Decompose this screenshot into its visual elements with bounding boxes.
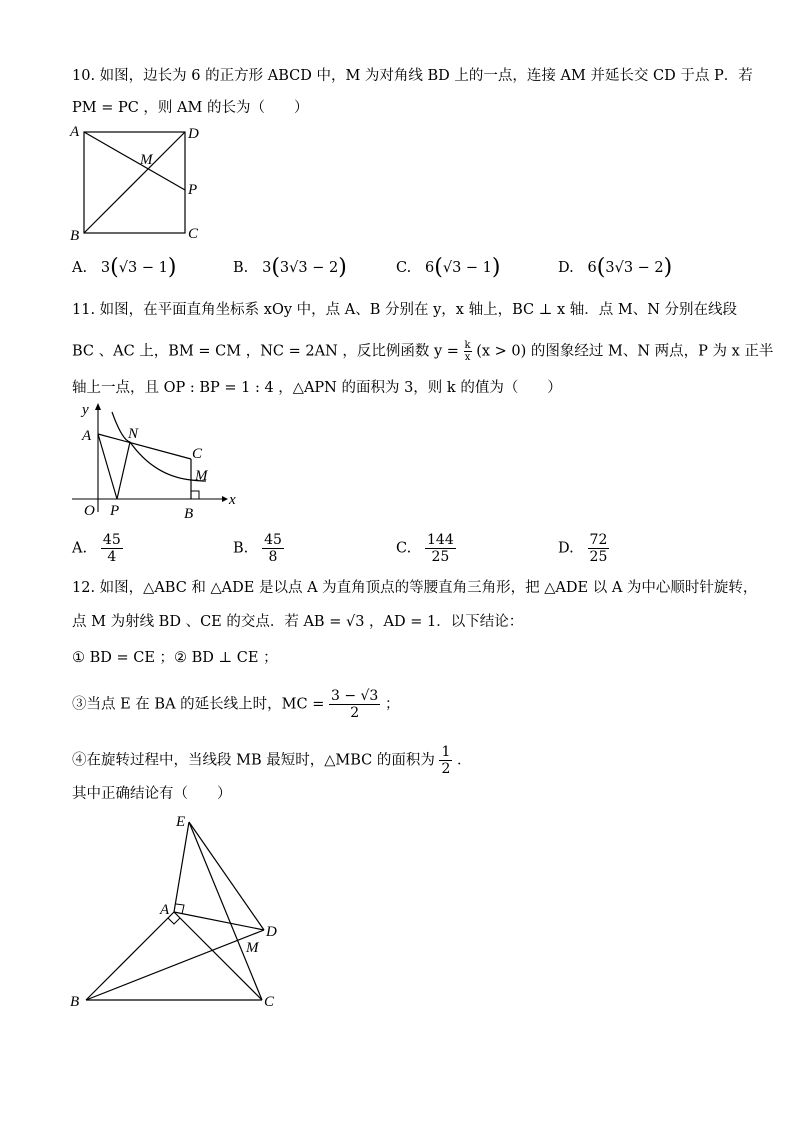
q11-line1: 11. 如图，在平面直角坐标系 xOy 中，点 A、B 分别在 y，x 轴上，BC ⊥ x 轴．点 M、N 分别在线段 [72, 302, 737, 318]
q11-option-d[interactable]: D. $\frac{72}{25}$ [558, 532, 608, 565]
q11-option-b[interactable]: B. $\frac{45}{8}$ [233, 532, 282, 565]
q10-line2: PM = PC ，则 AM 的长为（ ） [72, 100, 309, 116]
q10-line1: 10. 如图，边长为 6 的正方形 ABCD 中，M 为对角线 BD 上的一点，连接 AM 并延长交 CD 于点 P．若 [72, 68, 753, 84]
q12-line1: 12. 如图，△ABC 和 △ADE 是以点 A 为直角顶点的等腰直角三角形，把 △ADE 以 A 为中心顺时针旋转， [72, 580, 758, 596]
q11-label-y: y [82, 402, 89, 418]
q10-option-b[interactable]: B. 3(3√3 − 2) [233, 255, 347, 280]
q12-label-d: D [266, 924, 277, 940]
q11-label-x: x [229, 492, 236, 508]
q11-line3: 轴上一点，且 OP : BP = 1 : 4 ，△APN 的面积为 3，则 k 的值为（ ） [72, 380, 562, 396]
q11-label-o: O [84, 503, 95, 519]
q12-conclusion-4: ④在旋转过程中，当线段 MB 最短时，△MBC 的面积为 $\frac{1}{2}$ ． [72, 744, 472, 777]
q10-label-d: D [188, 126, 199, 142]
q11-label-p: P [110, 503, 120, 519]
q11-label-c: C [192, 446, 203, 462]
q11-option-a[interactable]: A. $\frac{45}{4}$ [72, 532, 121, 565]
q11-label-m: M [195, 468, 208, 484]
q12-label-m: M [246, 940, 259, 956]
q12-label-e: E [176, 814, 186, 830]
q11-label-n: N [128, 426, 139, 442]
q10-option-c[interactable]: C. 6(√3 − 1) [396, 255, 501, 280]
q11-label-a: A [82, 428, 92, 444]
q12-figure [64, 808, 294, 1018]
q11-option-c[interactable]: C. $\frac{144}{25}$ [396, 532, 454, 565]
q10-label-a: A [70, 124, 80, 140]
q12-line2: 点 M 为射线 BD 、CE 的交点．若 AB = √3 ，AD = 1．以下结论： [72, 614, 524, 630]
q10-figure [64, 120, 214, 245]
q11-k-over-x: $\frac{k}{x}$ [464, 340, 471, 363]
q10-label-p: P [188, 182, 198, 198]
q12-conclusion-3: ③当点 E 在 BA 的延长线上时，MC = $\frac{3 - √3}{2}$ ； [72, 688, 400, 721]
q10-label-b: B [70, 228, 80, 244]
q10-label-m: M [140, 152, 153, 168]
q12-question: 其中正确结论有（ ） [72, 786, 232, 802]
q10-label-c: C [188, 226, 199, 242]
q12-label-b: B [70, 994, 80, 1010]
q11-line2: BC 、AC 上，BM = CM ，NC = 2AN ，反比例函数 y = $\frac{k}{x}$ (x > 0) 的图象经过 M、N 两点，P 为 x 正半 [72, 340, 774, 363]
q11-figure [64, 400, 254, 525]
q10-option-a[interactable]: A. 3(√3 − 1) [72, 255, 177, 280]
q12-conclusion-1-2: ① BD = CE ；② BD ⊥ CE ； [72, 650, 278, 666]
q12-label-a: A [160, 902, 170, 918]
q11-label-b: B [184, 506, 194, 522]
q12-label-c: C [264, 994, 275, 1010]
q10-option-d[interactable]: D. 6(3√3 − 2) [558, 255, 673, 280]
